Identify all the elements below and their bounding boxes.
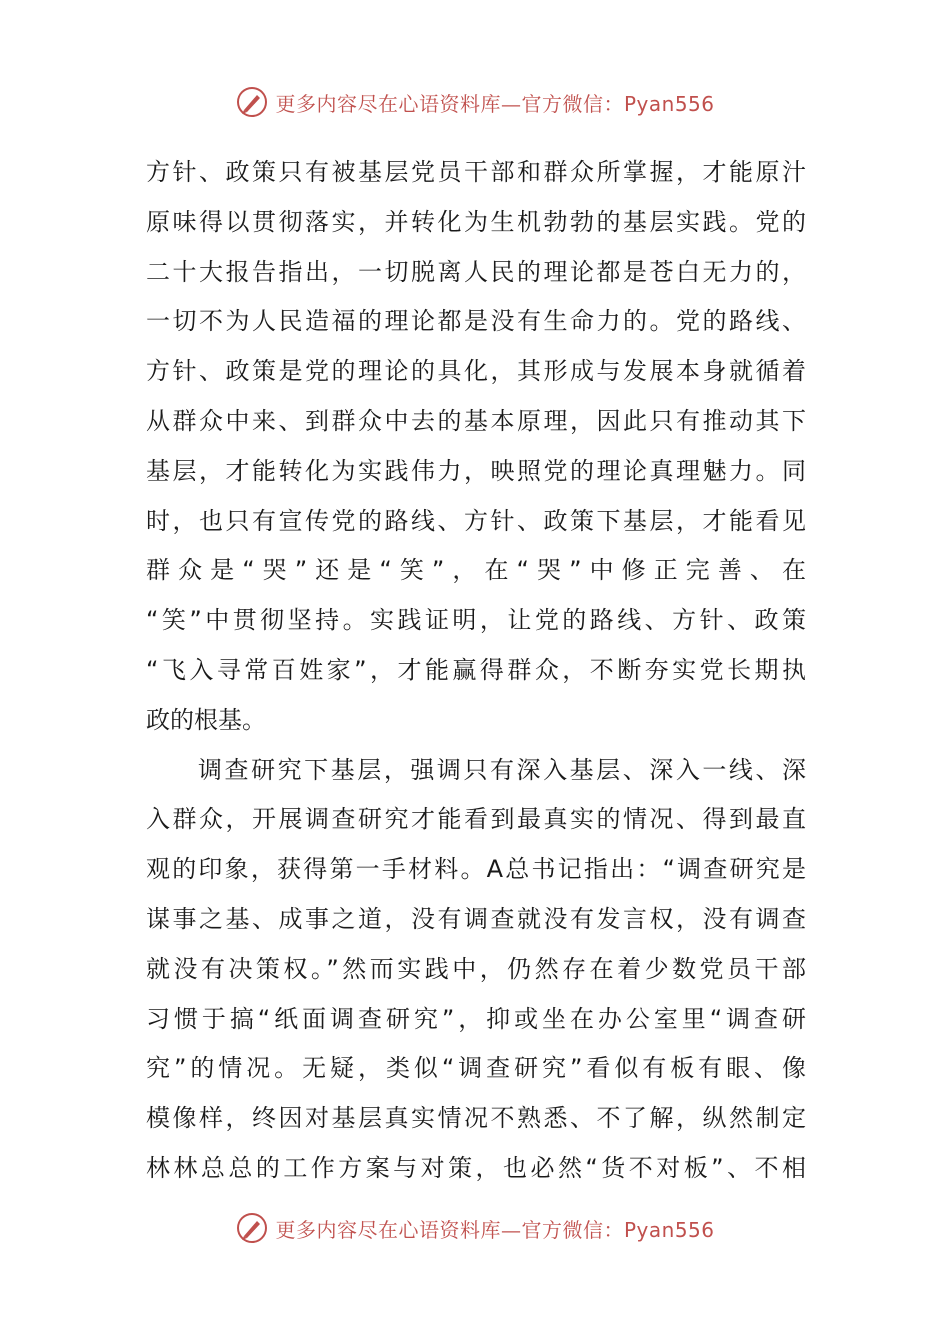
text-line: 时，也只有宣传党的路线、方针、政策下基层，才能看见 (146, 506, 806, 535)
text-line: 群众是“哭”还是“笑”，在“哭”中修正完善、在 (146, 556, 806, 585)
text-line: 方针、政策是党的理论的具化，其形成与发展本身就循着 (146, 357, 806, 386)
text-line: 林林总总的工作方案与对策，也必然“货不对板”、不相 (146, 1153, 806, 1182)
text-line: 观的印象，获得第一手材料。A总书记指出：“调查研究是 (146, 855, 806, 884)
footer-watermark (0, 1208, 950, 1248)
header-watermark (0, 82, 950, 122)
watermark-text: 更多内容尽在心语资料库—官方微信：Pyan556 (275, 1217, 715, 1242)
pen-logo-icon (235, 1211, 269, 1245)
document-body (146, 148, 806, 1194)
text-line: 基层，才能转化为实践伟力，映照党的理论真理魅力。同 (146, 456, 806, 485)
text-line: 方针、政策只有被基层党员干部和群众所掌握，才能原汁 (146, 158, 806, 186)
text-line: “笑”中贯彻坚持。实践证明，让党的路线、方针、政策 (146, 606, 806, 635)
watermark-text: 更多内容尽在心语资料库—官方微信：Pyan556 (275, 91, 715, 116)
text-line: “飞入寻常百姓家”，才能赢得群众，不断夯实党长期执 (146, 655, 806, 684)
text-line: 就没有决策权。”然而实践中，仍然存在着少数党员干部 (146, 954, 806, 983)
text-line: 从群众中来、到群众中去的基本原理，因此只有推动其下 (146, 406, 806, 435)
paragraph-start-line: 调查研究下基层，强调只有深入基层、深入一线、深 (198, 755, 806, 784)
text-line: 政的根基。 (146, 705, 266, 734)
text-line: 究”的情况。无疑，类似“调查研究”看似有板有眼、像 (146, 1054, 806, 1083)
pen-logo-icon (235, 85, 269, 119)
text-line: 模像样，终因对基层真实情况不熟悉、不了解，纵然制定 (146, 1104, 806, 1133)
text-line: 习惯于搞“纸面调查研究”，抑或坐在办公室里“调查研 (146, 1004, 806, 1033)
text-line: 二十大报告指出，一切脱离人民的理论都是苍白无力的， (146, 257, 806, 286)
text-line: 一切不为人民造福的理论都是没有生命力的。党的路线、 (146, 307, 806, 336)
text-line: 入群众，开展调查研究才能看到最真实的情况、得到最直 (146, 805, 806, 834)
text-line: 原味得以贯彻落实，并转化为生机勃勃的基层实践。党的 (146, 207, 806, 236)
text-line: 谋事之基、成事之道，没有调查就没有发言权，没有调查 (146, 904, 806, 933)
